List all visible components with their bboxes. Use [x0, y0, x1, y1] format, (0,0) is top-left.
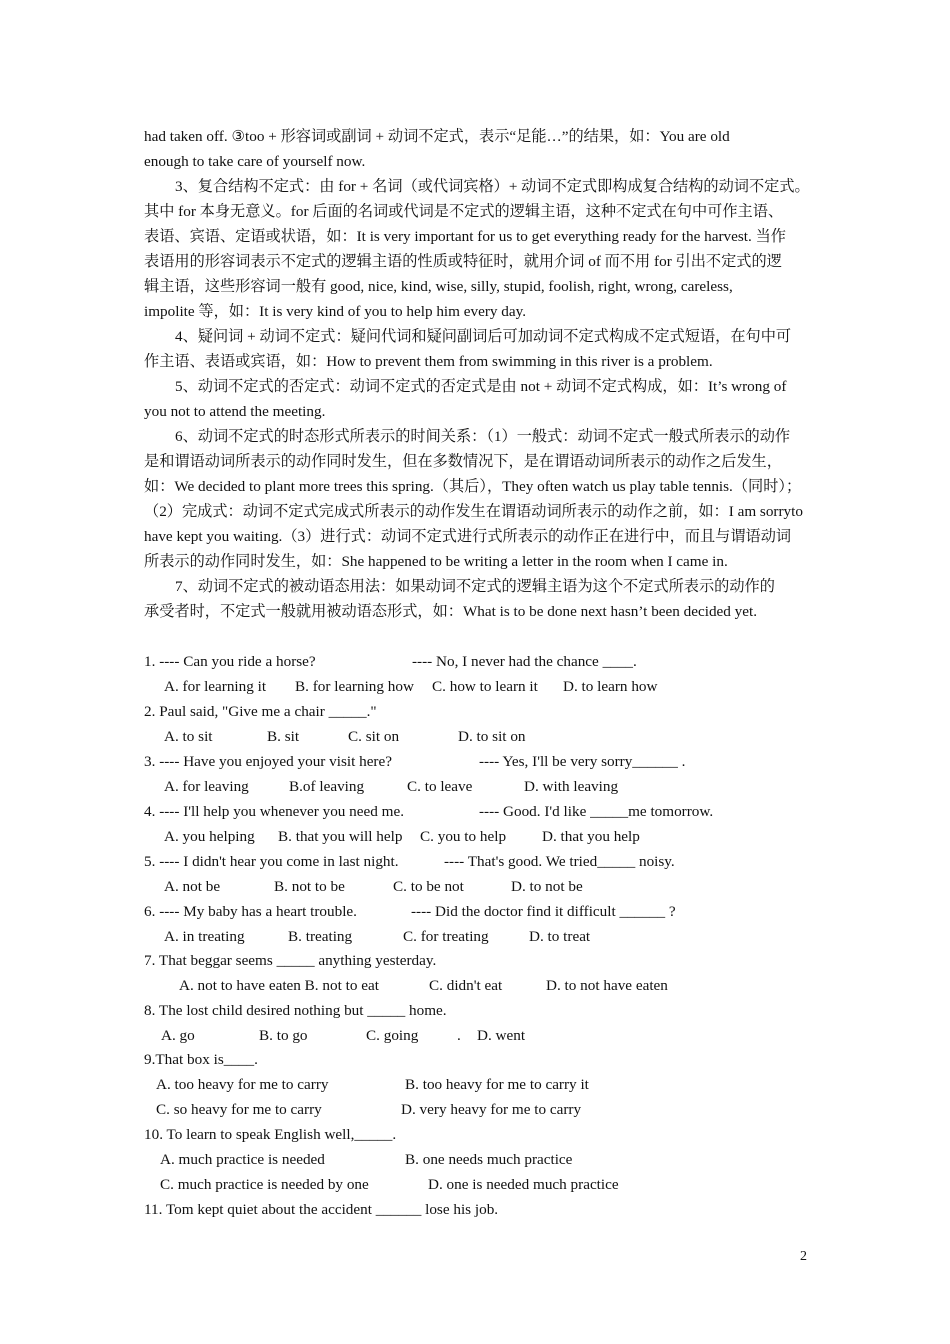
- option-b: B. too heavy for me to carry it: [405, 1076, 589, 1093]
- paragraph-line: 5、动词不定式的否定式：动词不定式的否定式是由 not + 动词不定式构成，如：It’s wrong of: [175, 378, 787, 395]
- paragraph-line: 7、动词不定式的被动语态用法：如果动词不定式的逻辑主语为这个不定式所表示的动作的: [175, 578, 775, 595]
- question-6-reply: ---- Did the doctor find it difficult ______ ?: [411, 903, 676, 920]
- paragraph-line: 表语用的形容词表示不定式的逻辑主语的性质或特征时，就用介词 of 而不用 for 引出不定式的逻: [144, 253, 782, 270]
- page-number: 2: [800, 1249, 807, 1264]
- option-b: B. treating: [288, 928, 353, 945]
- option-d: D. that you help: [542, 828, 640, 845]
- option-c: C. you to help: [420, 828, 507, 845]
- option-d: D. to not be: [511, 878, 583, 895]
- paragraph-line: 作主语、表语或宾语，如：How to prevent them from swimming in this river is a problem.: [144, 353, 713, 370]
- question-5-reply: ---- That's good. We tried_____ noisy.: [444, 853, 675, 870]
- option-c: C. much practice is needed by one: [160, 1176, 369, 1193]
- option-c: C. to leave: [407, 778, 473, 795]
- option-a: A. to sit: [164, 728, 213, 745]
- option-b: B.of leaving: [289, 778, 365, 795]
- option-a: A. go: [161, 1027, 195, 1044]
- paragraph-line: 表语、宾语、定语或状语，如：It is very important for us to get everything ready for the harvest. 当作: [144, 228, 786, 245]
- option-c: C. didn't eat: [429, 977, 503, 994]
- option-b: B. that you will help: [278, 828, 403, 845]
- paragraph-line: 如：We decided to plant more trees this spring.（其后），They often watch us play table tennis.（同时）；: [144, 478, 802, 495]
- option-b: B. not to be: [274, 878, 345, 895]
- paragraph-line: have kept you waiting.（3）进行式：动词不定式进行式所表示的动作正在进行中，而且与谓语动词: [144, 528, 792, 545]
- question-3-reply: ---- Yes, I'll be very sorry______ .: [479, 753, 686, 770]
- paragraph-line: 6、动词不定式的时态形式所表示的时间关系：（1）一般式：动词不定式一般式所表示的动作: [175, 428, 791, 445]
- option-a: A. too heavy for me to carry: [156, 1076, 329, 1093]
- paragraph-line: （2）完成式：动词不定式完成式所表示的动作发生在谓语动词所表示的动作之前，如：I am sorryto: [144, 503, 803, 520]
- option-d: D. with leaving: [524, 778, 619, 795]
- paragraph-line: 辑主语，这些形容词一般有 good, nice, kind, wise, silly, stupid, foolish, right, wrong, careless,: [144, 278, 733, 295]
- option-a: A. not be: [164, 878, 221, 895]
- question-9: 9.That box is____.: [144, 1051, 258, 1068]
- option-c: C. so heavy for me to carry: [156, 1101, 322, 1118]
- option-d: D. to learn how: [563, 678, 658, 695]
- option-a: A. you helping: [164, 828, 255, 845]
- paragraph-line: 所表示的动作同时发生，如：She happened to be writing a letter in the room when I came in.: [144, 553, 728, 570]
- option-a: A. for learning it: [164, 678, 267, 695]
- option-c: C. sit on: [348, 728, 400, 745]
- option-c: C. going: [366, 1027, 419, 1044]
- paragraph-line: enough to take care of yourself now.: [144, 153, 366, 170]
- paragraph-line: 其中 for 本身无意义。for 后面的名词或代词是不定式的逻辑主语，这种不定式在句中可作主语、: [144, 203, 784, 220]
- question-3: 3. ---- Have you enjoyed your visit here?: [144, 753, 392, 770]
- stray-period: .: [457, 1027, 461, 1044]
- question-11: 11. Tom kept quiet about the accident ______ lose his job.: [144, 1201, 499, 1218]
- question-1: 1. ---- Can you ride a horse?: [144, 653, 316, 670]
- question-4: 4. ---- I'll help you whenever you need me.: [144, 803, 404, 820]
- option-b: B. sit: [267, 728, 300, 745]
- paragraph-line: 是和谓语动词所表示的动作同时发生，但在多数情况下，是在谓语动词所表示的动作之后发生，: [144, 453, 782, 470]
- paragraph-line: you not to attend the meeting.: [144, 403, 326, 420]
- option-d: D. to not have eaten: [546, 977, 668, 994]
- question-1-reply: ---- No, I never had the chance ____.: [412, 653, 637, 670]
- paragraph-line: 3、复合结构不定式：由 for + 名词（或代词宾格）+ 动词不定式即构成复合结构的动词不定式。: [175, 178, 810, 195]
- option-c: C. to be not: [393, 878, 464, 895]
- question-5: 5. ---- I didn't hear you come in last night.: [144, 853, 399, 870]
- paragraph-line: had taken off. ③too + 形容词或副词 + 动词不定式，表示“足能…”的结果，如：You are old: [144, 128, 730, 145]
- question-6: 6. ---- My baby has a heart trouble.: [144, 903, 357, 920]
- option-d: D. to sit on: [458, 728, 526, 745]
- question-7: 7. That beggar seems _____ anything yesterday.: [144, 952, 437, 969]
- option-a: A. for leaving: [164, 778, 249, 795]
- option-d: D. one is needed much practice: [428, 1176, 619, 1193]
- question-10: 10. To learn to speak English well,_____.: [144, 1126, 397, 1143]
- option-d: D. very heavy for me to carry: [401, 1101, 582, 1118]
- question-4-reply: ---- Good. I'd like _____me tomorrow.: [479, 803, 714, 820]
- option-b: B. for learning how: [295, 678, 414, 695]
- option-b: B. to go: [259, 1027, 308, 1044]
- paragraph-line: impolite 等，如：It is very kind of you to help him every day.: [144, 303, 527, 320]
- question-8: 8. The lost child desired nothing but _____ home.: [144, 1002, 447, 1019]
- paragraph-line: 4、疑问词 + 动词不定式：疑问代词和疑问副词后可加动词不定式构成不定式短语，在句中可: [175, 328, 792, 345]
- option-d: D. went: [477, 1027, 526, 1044]
- option-b: B. one needs much practice: [405, 1151, 573, 1168]
- question-2: 2. Paul said, "Give me a chair _____.": [144, 703, 377, 720]
- option-c: C. for treating: [403, 928, 489, 945]
- option-a: A. in treating: [164, 928, 245, 945]
- paragraph-line: 承受者时，不定式一般就用被动语态形式，如：What is to be done next hasn’t been decided yet.: [144, 603, 758, 620]
- option-c: C. how to learn it: [432, 678, 538, 695]
- option-a: A. much practice is needed: [160, 1151, 325, 1168]
- option-a-b: A. not to have eaten B. not to eat: [179, 977, 379, 994]
- option-d: D. to treat: [529, 928, 591, 945]
